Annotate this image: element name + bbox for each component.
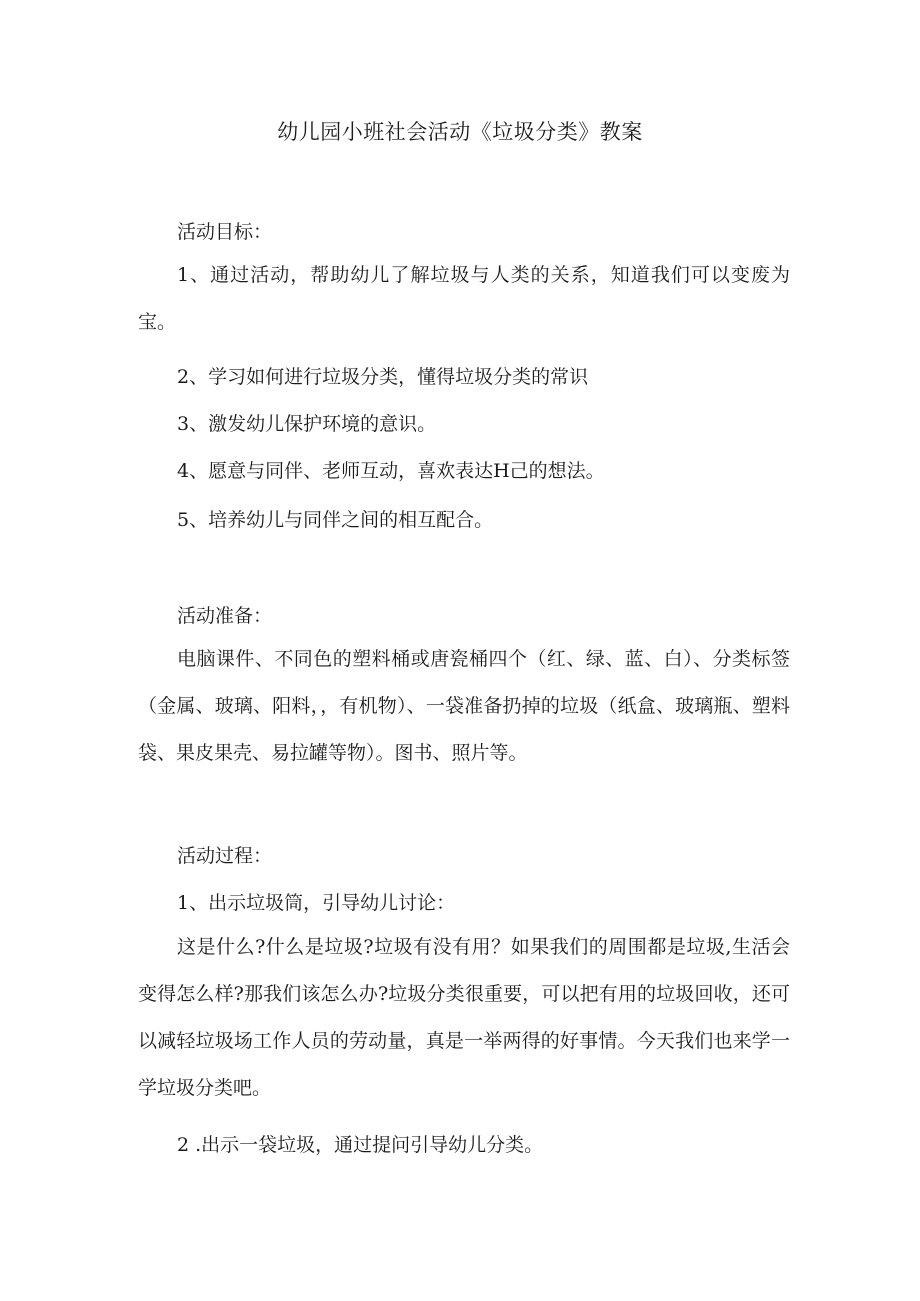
- process-step-2: 2 .出示一袋垃圾，通过提问引导幼儿分类。: [177, 1134, 544, 1156]
- preparation-paragraph: 电脑课件、不同色的塑料桶或唐瓷桶四个（红、绿、蓝、白）、分类标签（金属、玻璃、阳料，，有机物）、一袋准备扔掉的垃圾（纸盒、玻璃瓶、塑料袋、果皮果壳、易拉罐等物）。图书、照片等。: [138, 648, 790, 764]
- preparation-heading: 活动准备：: [177, 605, 273, 627]
- goal-item-4: 4、愿意与同伴、老师互动，喜欢表达H己的想法。: [177, 460, 605, 482]
- goal-item-3: 3、激发幼儿保护环境的意识。: [177, 413, 437, 435]
- goal-item-5: 5、培养幼儿与同伴之间的相互配合。: [177, 509, 494, 531]
- goal-item-1: 1、通过活动，帮助幼儿了解垃圾与人类的关系，知道我们可以变废为宝。: [138, 264, 790, 333]
- page-title: 幼儿园小班社会活动《垃圾分类》教案: [277, 120, 643, 144]
- process-heading: 活动过程：: [177, 845, 273, 867]
- goals-heading: 活动目标：: [177, 221, 273, 243]
- process-step-1: 1、出示垃圾筒，引导幼儿讨论：: [177, 892, 456, 914]
- process-paragraph: 这是什么?什么是垃圾?垃圾有没有用？如果我们的周围都是垃圾,生活会变得怎么样?那我们该怎么办?垃圾分类很重要，可以把有用的垃圾回收，还可以减轻垃圾场工作人员的劳动量，真是一举两得的好事情。今天我们也来学一学垃圾分类吧。: [138, 936, 790, 1099]
- goal-item-2: 2、学习如何进行垃圾分类，懂得垃圾分类的常识: [177, 366, 589, 388]
